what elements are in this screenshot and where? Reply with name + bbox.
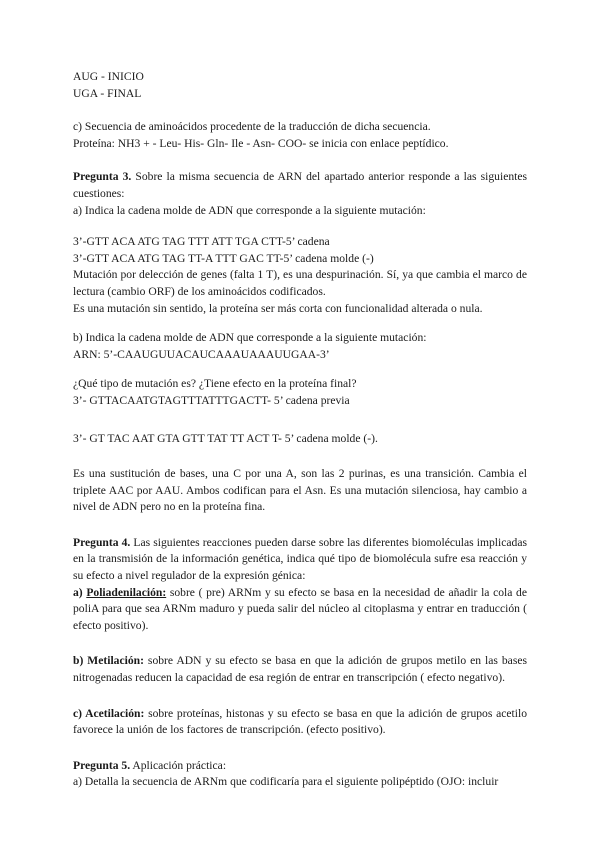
question-3-label: Pregunta 3.: [73, 170, 132, 184]
question-4-intro-text: Las siguientes reacciones pueden darse sobre las diferentes biomoléculas implicadas en la transmisión de la información genética, indica qué tipo de biomolécula sufre esa reacción y su efecto a nivel regulador de la expresión génica:: [73, 535, 527, 583]
part-c-heading: c) Secuencia de aminoácidos procedente de la traducción de dicha secuencia.: [73, 120, 431, 134]
question-4a: [73, 585, 527, 635]
question-3b-prompt: b) Indica la cadena molde de ADN que corresponde a la siguiente mutación:: [73, 331, 427, 345]
question-4b-text: sobre ADN y su efecto se basa en que la adición de grupos metilo en las bases nitrogenadas reducen la capacidad de esa región de entrar en transcripción ( efecto negativo).: [73, 654, 528, 685]
question-3-intro-text: Sobre la misma secuencia de ARN del apartado anterior responde a las siguientes cuestiones:: [73, 170, 528, 200]
question-3a-sequence-2: 3’-GTT ACA ATG TAG TT-A TTT GAC TT-5’ cadena molde (-): [73, 251, 374, 265]
codon-stop: UGA - FINAL: [73, 86, 142, 100]
question-5-label: Pregunta 5.: [73, 758, 131, 772]
question-3b-template-strand: 3’- GT TAC AAT GTA GTT TAT TT ACT T- 5’ cadena molde (-).: [73, 431, 378, 445]
document-body: [73, 69, 527, 791]
question-5-title: Aplicación práctica:: [130, 758, 227, 772]
part-c-protein: Proteína: NH3 + - Leu- His- Gln- Ile - Asn- COO- se inicia con enlace peptídico.: [73, 136, 449, 150]
question-3a-answer-2: Es una mutación sin sentido, la proteína ser más corta con funcionalidad alterada o nula.: [73, 301, 483, 315]
question-4c: [73, 706, 527, 739]
question-4-label: Pregunta 4.: [73, 535, 131, 549]
question-4a-term: Poliadenilación:: [86, 585, 167, 599]
question-5a-text: a) Detalla la secuencia de ARNm que codificaría para el siguiente polipéptido (OJO: incluir: [73, 775, 499, 789]
question-4-intro: [73, 535, 527, 585]
question-3-intro: [73, 169, 527, 202]
question-3a-prompt: a) Indica la cadena molde de ADN que corresponde a la siguiente mutación:: [73, 203, 426, 217]
question-3a-sequence-1: 3’-GTT ACA ATG TAG TTT ATT TGA CTT-5’ cadena: [73, 235, 330, 249]
question-4c-term: c) Acetilación:: [73, 706, 145, 720]
question-3b-subquestion: ¿Qué tipo de mutación es? ¿Tiene efecto en la proteína final?: [73, 377, 357, 391]
question-3b-answer: Es una sustitución de bases, una C por una A, son las 2 purinas, es una transición. Cambia el triplete AAC por AAU. Ambos codifican para el Asn. Es una mutación silenciosa, hay cambio a nivel de ADN pero no en la proteína fina.: [73, 467, 527, 514]
codon-start: AUG - INICIO: [73, 70, 144, 83]
question-3b-arn: ARN: 5’-CAAUGUUACAUCAAAUAAAUUGAA-3’: [73, 347, 330, 361]
question-5-heading: [73, 758, 527, 775]
question-4c-text: sobre proteínas, histonas y su efecto se basa en que la adición de grupos acetilo favorece la unión de los factores de transcripción. (efecto positivo).: [73, 706, 527, 737]
question-3a-answer-1: Mutación por delección de genes (falta 1 T), es una despurinación. Sí, ya que cambia el marco de lectura (cambio ORF) de los aminoácidos codificados.: [73, 268, 527, 298]
question-3b-previous-strand: 3’- GTTACAATGTAGTTTATTTGACTT- 5’ cadena previa: [73, 393, 350, 407]
question-4a-prefix: a): [73, 585, 87, 599]
question-4b-term: b) Metilación:: [73, 654, 144, 668]
question-4a-text: sobre ( pre) ARNm y su efecto se basa en la necesidad de añadir la cola de poliA para que sea ARNm maduro y pueda salir del núcleo al citoplasma y entrar en traducción ( efecto positivo).: [73, 585, 527, 632]
question-4b: [73, 653, 527, 686]
